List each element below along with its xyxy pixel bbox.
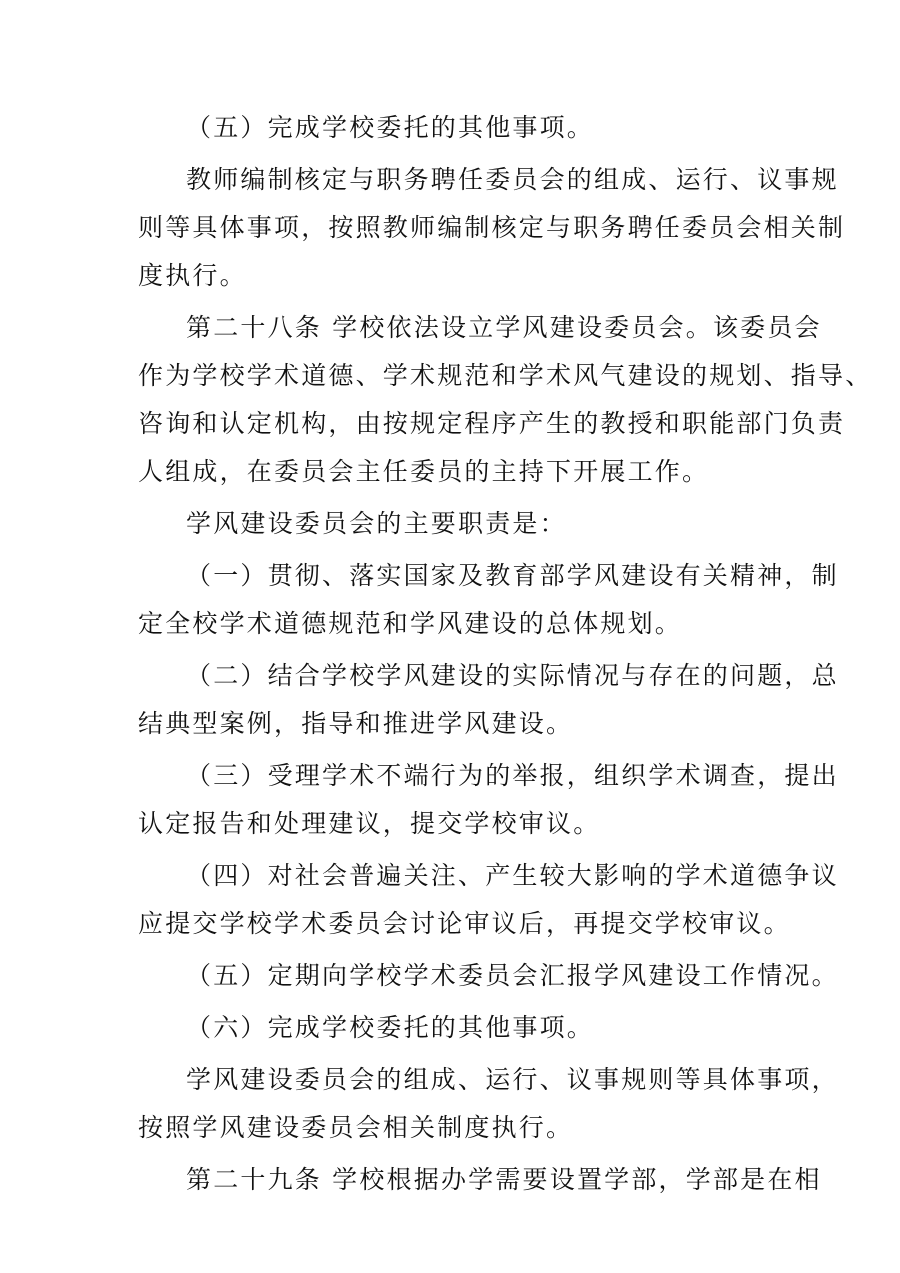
text-line: 人组成，在委员会主任委员的主持下开展工作。 (138, 457, 710, 486)
list-item-line: （二）结合学校学风建设的实际情况与存在的问题，总 (186, 661, 839, 690)
list-item-line: （四）对社会普遍关注、产生较大影响的学术道德争议 (186, 861, 839, 890)
list-item-line: （六）完成学校委托的其他事项。 (186, 1013, 595, 1042)
text-line: 认定报告和处理建议，提交学校审议。 (138, 809, 601, 838)
list-item-line: （一）贯彻、落实国家及教育部学风建设有关精神，制 (186, 561, 839, 590)
text-line: 应提交学校学术委员会讨论审议后，再提交学校审议。 (138, 909, 791, 938)
text-line: 学风建设委员会的组成、运行、议事规则等具体事项， (186, 1065, 839, 1094)
list-item-line: （三）受理学术不端行为的举报，组织学术调查，提出 (186, 761, 839, 790)
text-line: 作为学校学术道德、学术规范和学术风气建设的规划、指导、 (138, 361, 873, 390)
list-item-line: （五）定期向学校学术委员会汇报学风建设工作情况。 (186, 961, 839, 990)
text-line: 按照学风建设委员会相关制度执行。 (138, 1113, 574, 1142)
text-line: 教师编制核定与职务聘任委员会的组成、运行、议事规 (186, 165, 839, 194)
text-line: （五）完成学校委托的其他事项。 (186, 113, 595, 142)
text-line: 咨询和认定机构，由按规定程序产生的教授和职能部门负责 (138, 409, 846, 438)
text-line: 结典型案例，指导和推进学风建设。 (138, 709, 574, 738)
document-body (138, 104, 873, 1204)
article-heading-line: 第二十九条 学校根据办学需要设置学部，学部是在相 (186, 1165, 822, 1194)
article-heading-line: 第二十八条 学校依法设立学风建设委员会。该委员会 (186, 313, 822, 342)
text-line: 定全校学术道德规范和学风建设的总体规划。 (138, 609, 683, 638)
text-line: 学风建设委员会的主要职责是： (186, 509, 567, 538)
text-line: 则等具体事项，按照教师编制核定与职务聘任委员会相关制 (138, 213, 846, 242)
text-line: 度执行。 (138, 261, 247, 290)
